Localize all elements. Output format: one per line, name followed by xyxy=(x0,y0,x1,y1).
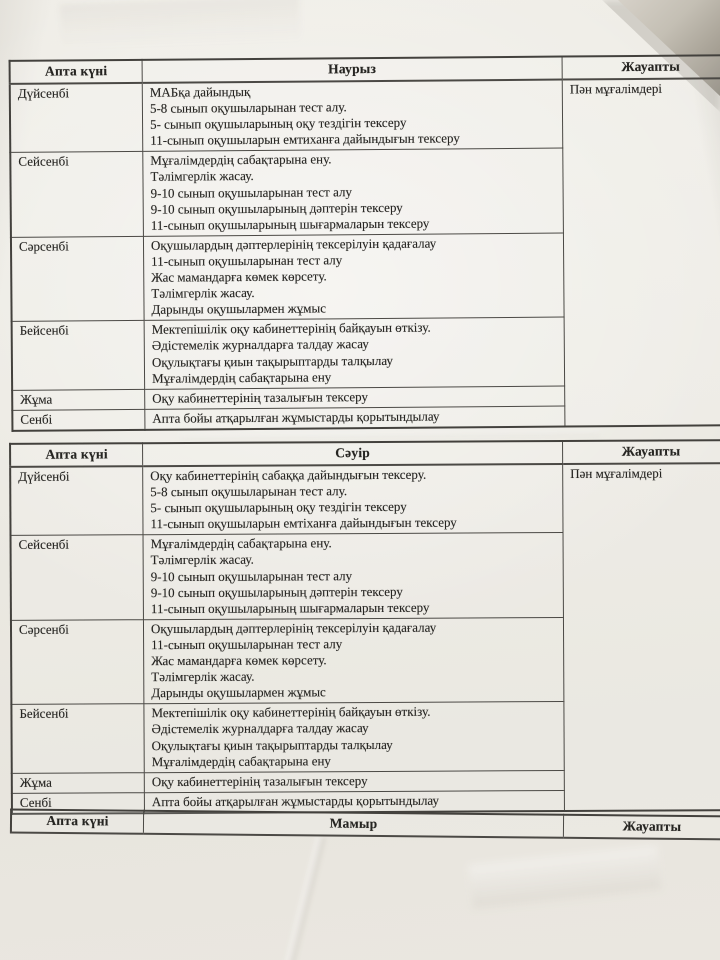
table-row xyxy=(10,463,720,536)
task-line: Тәлімгерлік жасау. xyxy=(150,168,254,185)
task-line: Оқулықтағы қиын тақырыптарды талқылау xyxy=(151,736,393,753)
task-line: 5- сынып оқушыларының оқу тездігін тексеру xyxy=(150,499,407,516)
task-line: 5-8 сынып оқушыларынан тест алу. xyxy=(149,99,347,116)
task-line: Жас мамандарға көмек көрсету. xyxy=(151,268,327,285)
responsible-cell: Пән мұғалімдері xyxy=(562,78,720,426)
task-line: Тәлімгерлік жасау. xyxy=(150,552,254,568)
schedule-table-april xyxy=(9,439,720,815)
task-line: Мұғалімдердің сабақтарына ену. xyxy=(150,535,332,552)
task-line: Тәлімгерлік жасау. xyxy=(151,285,255,301)
tasks-cell xyxy=(145,406,565,430)
header-row xyxy=(11,809,720,839)
task-line: Оқу кабинеттерінің тазалығын тексеру xyxy=(151,772,368,789)
day-cell: Дүйсенбі xyxy=(10,83,143,153)
month-column-header: Сәуір xyxy=(143,441,563,466)
schedule-table-may xyxy=(10,808,720,840)
task-line: 11-сынып оқушыларынан тест алу xyxy=(151,636,343,653)
task-line: 11-сынып оқушыларынан тест алу xyxy=(151,252,343,269)
task-line: Оқу кабинеттерінің сабаққа дайындығын тексеру. xyxy=(150,466,427,484)
day-cell: Бейсенбі xyxy=(12,321,145,390)
task-line: Оқулықтағы қиын тақырыптарды талқылау xyxy=(151,352,394,370)
month-column-header: Мамыр xyxy=(143,811,563,838)
responsible-column-header: Жауапты xyxy=(563,815,720,840)
paper-crease xyxy=(59,0,300,50)
day-cell: Жұма xyxy=(12,389,145,410)
task-line: Оқушылардың дәптерлерінің тексерілуін қадағалау xyxy=(150,235,437,253)
tasks-cell xyxy=(143,464,563,535)
paper-crease xyxy=(284,836,326,960)
task-line: Тәлімгерлік жасау. xyxy=(151,668,255,685)
responsible-cell: Пән мұғалімдері xyxy=(563,463,720,811)
task-line: Мектепішілік оқу кабинеттерінің байқауын өткізу. xyxy=(151,704,431,721)
tasks-cell xyxy=(143,148,564,236)
task-line: Мұғалімдердің сабақтарына ену. xyxy=(150,151,332,169)
day-column-header: Апта күні xyxy=(10,60,143,84)
task-line: Мұғалімдердің сабақтарына ену xyxy=(151,368,332,386)
table-row xyxy=(10,78,720,153)
task-line: 9-10 сынып оқушыларының дәптерін тексеру xyxy=(150,583,403,600)
task-line: 11-сынып оқушыларының шығармаларын тексеру xyxy=(150,599,430,616)
day-cell: Дүйсенбі xyxy=(10,466,143,536)
task-line: Жас мамандарға көмек көрсету. xyxy=(151,652,327,669)
task-line: Апта бойы атқарылған жұмыстарды қорытындылау xyxy=(152,408,440,426)
day-cell: Жұма xyxy=(12,772,145,793)
task-line: Апта бойы атқарылған жұмыстарды қорытындылау xyxy=(151,792,440,809)
paper-crease xyxy=(468,845,662,909)
task-line: 9-10 сынып оқушыларынан тест алу xyxy=(150,567,353,584)
task-line: Дарынды оқушылармен жұмыс xyxy=(151,300,327,317)
day-cell: Сенбі xyxy=(12,792,145,813)
task-line: Мұғалімдердің сабақтарына ену xyxy=(151,752,331,769)
day-column-header: Апта күні xyxy=(10,443,143,467)
task-line: 5- сынып оқушыларының оқу тездігін тексеру xyxy=(150,114,407,132)
month-column-header: Наурыз xyxy=(142,57,562,83)
schedule-table-march xyxy=(9,54,720,432)
task-line: Әдістемелік журналдарға талдау жасау xyxy=(151,720,369,737)
day-cell: Сәрсенбі xyxy=(11,620,144,705)
tasks-cell xyxy=(144,770,564,792)
task-line: Дарынды оқушылармен жұмыс xyxy=(151,684,326,701)
day-cell: Сейсенбі xyxy=(11,535,144,620)
day-cell: Бейсенбі xyxy=(11,704,144,773)
task-line: 5-8 сынып оқушыларынан тест алу. xyxy=(150,483,348,500)
day-cell: Сейсенбі xyxy=(10,152,143,238)
task-line: 9-10 сынып оқушыларының дәптерін тексеру xyxy=(150,199,403,217)
tasks-cell xyxy=(144,317,565,389)
tasks-cell xyxy=(142,80,563,152)
task-line: Оқу кабинеттерінің тазалығын тексеру xyxy=(152,388,369,406)
responsible-column-header: Жауапты xyxy=(562,55,720,79)
task-line: Әдістемелік журналдарға талдау жасау xyxy=(151,336,369,354)
task-line: Оқушылардың дәптерлерінің тексерілуін қадағалау xyxy=(150,619,437,637)
task-line: 11-сынып оқушыларының шығармаларын тексеру xyxy=(150,215,430,233)
day-cell: Сенбі xyxy=(12,409,145,431)
task-line: 11-сынып оқушыларын емтиханға дайындығын тексеру xyxy=(150,130,460,149)
task-line: МАБқа дайындық xyxy=(149,83,251,100)
tasks-cell xyxy=(143,533,563,620)
tasks-cell xyxy=(143,617,563,704)
tasks-cell xyxy=(144,702,564,773)
task-line: 9-10 сынып оқушыларынан тест алу xyxy=(150,183,352,201)
task-line: Мектепішілік оқу кабинеттерінің байқауын өткізу. xyxy=(151,319,431,338)
task-line: 11-сынып оқушыларын емтіханға дайындығын тексеру xyxy=(150,514,457,532)
tasks-cell xyxy=(143,233,564,321)
day-column-header: Апта күні xyxy=(11,809,144,833)
day-cell: Сәрсенбі xyxy=(11,236,144,322)
responsible-column-header: Жауапты xyxy=(563,440,720,464)
